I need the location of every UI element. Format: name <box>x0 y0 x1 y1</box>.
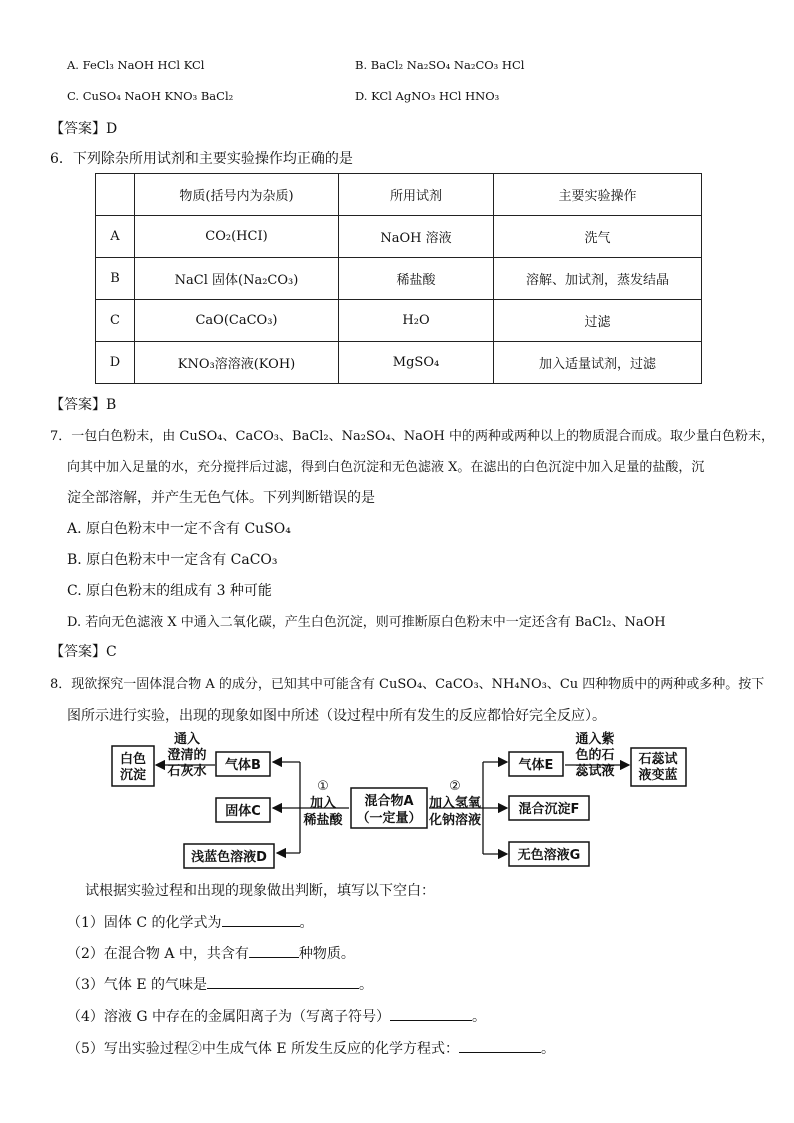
table-cell: CaO(CaCO₃) <box>135 300 339 342</box>
answer-blank[interactable] <box>249 945 299 958</box>
q8-stem-line2: 图所示进行实验，出现的现象如图中所述（设过程中所有发生的反应都恰好完全反应）。 <box>67 708 606 724</box>
table-row <box>96 342 702 384</box>
step1-label: 加入 <box>309 796 337 811</box>
table-cell: A <box>96 216 135 258</box>
step2-number: ② <box>449 779 461 794</box>
q5-option-a: A. FeCl₃ NaOH HCl KCl <box>67 58 205 72</box>
q5-answer: 【答案】D <box>50 121 118 137</box>
step1-label: 稀盐酸 <box>303 813 343 828</box>
table-cell: 稀盐酸 <box>339 258 494 300</box>
white-precipitate-label: 沉淀 <box>119 768 147 783</box>
table-cell: NaOH 溶液 <box>339 216 494 258</box>
q5-option-c: C. CuSO₄ NaOH KNO₃ BaCl₂ <box>67 89 234 103</box>
table-header-cell: 所用试剂 <box>339 174 494 216</box>
litmus-result-label: 液变蓝 <box>638 768 678 783</box>
table-cell: C <box>96 300 135 342</box>
q7-stem-line1: 7．一包白色粉末，由 CuSO₄、CaCO₃、BaCl₂、Na₂SO₄、NaOH 中的两种或两种以上的物质混合而成。取少量白色粉末， <box>50 429 774 444</box>
step1-number: ① <box>317 779 329 794</box>
q8-flow-diagram <box>105 728 695 873</box>
table-cell: NaCl 固体(Na₂CO₃) <box>135 258 339 300</box>
q7-option-a: A. 原白色粉末中一定不含有 CuSO₄ <box>67 521 291 537</box>
table-cell: KNO₃溶溶液(KOH) <box>135 342 339 384</box>
table-cell: H₂O <box>339 300 494 342</box>
step2-label: 加入氢氧 <box>428 796 482 811</box>
table-cell: CO₂(HCI) <box>135 216 339 258</box>
table-header-row <box>96 174 702 216</box>
period: 。 <box>541 1041 556 1057</box>
q8-subq-4 <box>67 1006 486 1026</box>
table-cell: 溶解、加试剂，蒸发结晶 <box>494 258 702 300</box>
answer-blank[interactable] <box>459 1040 541 1053</box>
answer-blank[interactable] <box>207 976 359 989</box>
table-row <box>96 300 702 342</box>
q7-answer: 【答案】C <box>50 644 117 660</box>
table-cell: B <box>96 258 135 300</box>
q7-option-c: C. 原白色粉末的组成有 3 种可能 <box>67 583 272 599</box>
q7-stem-line3: 淀全部溶解，并产生无色气体。下列判断错误的是 <box>67 490 375 506</box>
q5-option-b: B. BaCl₂ Na₂SO₄ Na₂CO₃ HCl <box>355 58 525 72</box>
q6-stem: 6．下列除杂所用试剂和主要实验操作均正确的是 <box>50 151 353 167</box>
q8-intro: 试根据实验过程和出现的现象做出判断，填写以下空白： <box>85 883 435 899</box>
q8-subq-1 <box>67 912 314 932</box>
mixture-a-label: （一定量） <box>356 811 422 826</box>
table-cell: MgSO₄ <box>339 342 494 384</box>
litmus-label: 色的石 <box>575 748 615 763</box>
answer-blank[interactable] <box>222 914 300 927</box>
table-header-cell: 物质(括号内为杂质) <box>135 174 339 216</box>
q8-subq-5 <box>67 1038 555 1058</box>
table-header-cell: 主要实验操作 <box>494 174 702 216</box>
subq-text: （1）固体 C 的化学式为 <box>67 915 222 931</box>
limewater-label: 通入 <box>173 732 201 747</box>
q5-option-d: D. KCl AgNO₃ HCl HNO₃ <box>355 89 500 103</box>
gas-b-label: 气体B <box>225 758 261 773</box>
subq-text: （5）写出实验过程②中生成气体 E 所发生反应的化学方程式： <box>67 1041 460 1057</box>
precipitate-f-label: 混合沉淀F <box>518 802 580 817</box>
table-cell: D <box>96 342 135 384</box>
q8-subq-2 <box>67 943 355 963</box>
solution-g-label: 无色溶液G <box>517 848 581 863</box>
subq-text: （2）在混合物 A 中，共含有 <box>67 946 249 962</box>
litmus-result-label: 石蕊试 <box>638 752 678 767</box>
mixture-a-label: 混合物A <box>364 794 414 809</box>
gas-e-label: 气体E <box>518 758 554 773</box>
answer-blank[interactable] <box>390 1008 472 1021</box>
period: 。 <box>359 977 374 993</box>
white-precipitate-label: 白色 <box>119 752 147 767</box>
q8-stem-line1: 8．现欲探究一固体混合物 A 的成分，已知其中可能含有 CuSO₄、CaCO₃、NH₄NO₃、Cu 四种物质中的两种或多种。按下 <box>50 677 765 692</box>
subq-text: （3）气体 E 的气味是 <box>67 977 208 993</box>
solid-c-label: 固体C <box>225 804 261 819</box>
q8-subq-3 <box>67 974 373 994</box>
step2-label: 化钠溶液 <box>428 813 482 828</box>
period: 。 <box>299 915 314 931</box>
table-cell: 洗气 <box>494 216 702 258</box>
limewater-label: 澄清的 <box>167 748 207 763</box>
table-cell: 过滤 <box>494 300 702 342</box>
q7-option-b: B. 原白色粉末中一定含有 CaCO₃ <box>67 552 278 568</box>
q7-option-d: D. 若向无色滤液 X 中通入二氧化碳，产生白色沉淀，则可推断原白色粉末中一定还含有 BaCl₂、NaOH <box>67 615 666 630</box>
q6-answer: 【答案】B <box>50 397 117 413</box>
subq-text: 种物质。 <box>298 946 355 962</box>
table-row <box>96 258 702 300</box>
subq-text: （4）溶液 G 中存在的金属阳离子为（写离子符号） <box>67 1009 390 1025</box>
q6-reagent-table <box>95 173 702 384</box>
table-header-cell <box>96 174 135 216</box>
table-cell: 加入适量试剂，过滤 <box>494 342 702 384</box>
q7-stem-line2: 向其中加入足量的水，充分搅拌后过滤，得到白色沉淀和无色滤液 X。在滤出的白色沉淀中加入足量的盐酸，沉 <box>67 460 705 475</box>
table-row <box>96 216 702 258</box>
limewater-label: 石灰水 <box>167 764 207 779</box>
solution-d-label: 浅蓝色溶液D <box>191 850 267 865</box>
period: 。 <box>472 1009 486 1025</box>
litmus-label: 蕊试液 <box>575 764 615 779</box>
litmus-label: 通入紫 <box>575 732 615 747</box>
